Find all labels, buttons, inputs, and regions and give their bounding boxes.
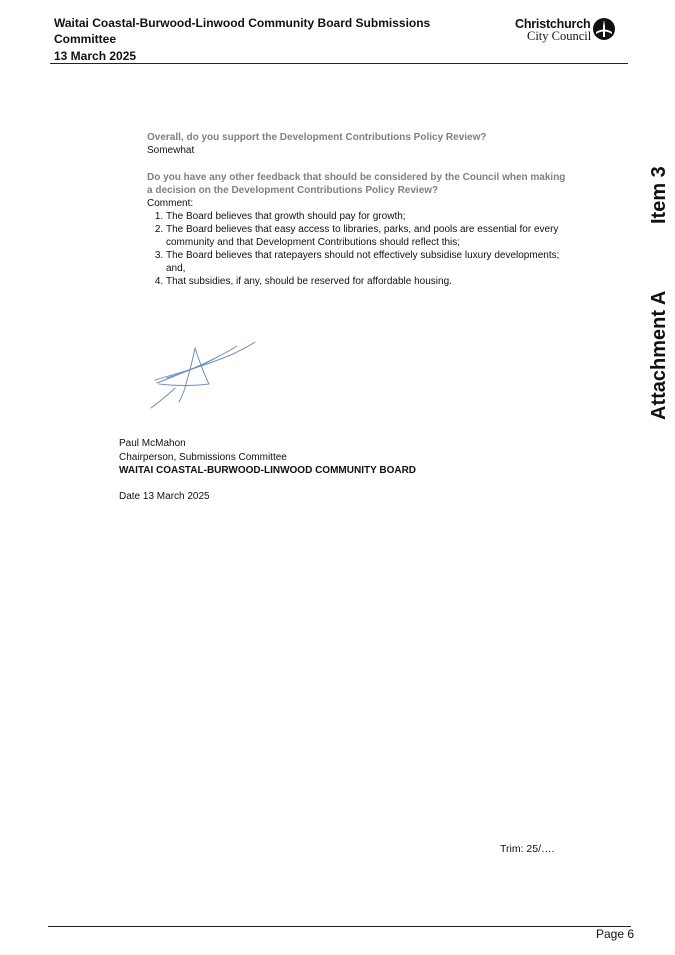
list-item: 4. That subsidies, if any, should be reserved for affordable housing. bbox=[166, 275, 581, 288]
list-item: 2. The Board believes that easy access to libraries, parks, and pools are essential for every community and that Development Contributions should reflect this; bbox=[166, 223, 581, 249]
logo-text-line2: City Council bbox=[527, 29, 592, 43]
signatory-name: Paul McMahon bbox=[119, 438, 186, 449]
trim-reference: Trim: 25/…. bbox=[500, 843, 555, 855]
signatory-block bbox=[119, 437, 416, 478]
answer-support: Somewhat bbox=[147, 145, 195, 156]
cathedral-icon bbox=[592, 17, 616, 41]
committee-title: Waitai Coastal-Burwood-Linwood Community Board Submissions Committee bbox=[54, 16, 431, 46]
meeting-date: 13 March 2025 bbox=[54, 49, 137, 63]
question-feedback: Do you have any other feedback that should be considered by the Council when making a decision on the Development Contributions Policy Review? bbox=[147, 172, 566, 196]
list-item: 1. The Board believes that growth should pay for growth; bbox=[166, 210, 581, 223]
footer-divider bbox=[48, 926, 631, 927]
page-number: Page 6 bbox=[596, 927, 635, 941]
question-support: Overall, do you support the Development Contributions Policy Review? bbox=[147, 132, 487, 143]
council-logo bbox=[512, 16, 618, 44]
handwritten-signature bbox=[145, 336, 265, 412]
signatory-board: WAITAI COASTAL-BURWOOD-LINWOOD COMMUNITY BOARD bbox=[119, 465, 417, 476]
signatory-role: Chairperson, Submissions Committee bbox=[119, 451, 287, 463]
logo-text-line1: Christchurch bbox=[515, 17, 591, 31]
feedback-list bbox=[147, 210, 581, 288]
list-item: 3. The Board believes that ratepayers should not effectively subsidise luxury developments; and, bbox=[166, 249, 581, 275]
comment-label: Comment: bbox=[147, 198, 194, 209]
header-divider bbox=[50, 63, 628, 64]
side-label bbox=[643, 150, 673, 422]
signature-date: Date 13 March 2025 bbox=[119, 491, 210, 502]
side-item-label: Item 3 bbox=[648, 166, 670, 224]
side-attachment-label: Attachment A bbox=[648, 290, 670, 420]
